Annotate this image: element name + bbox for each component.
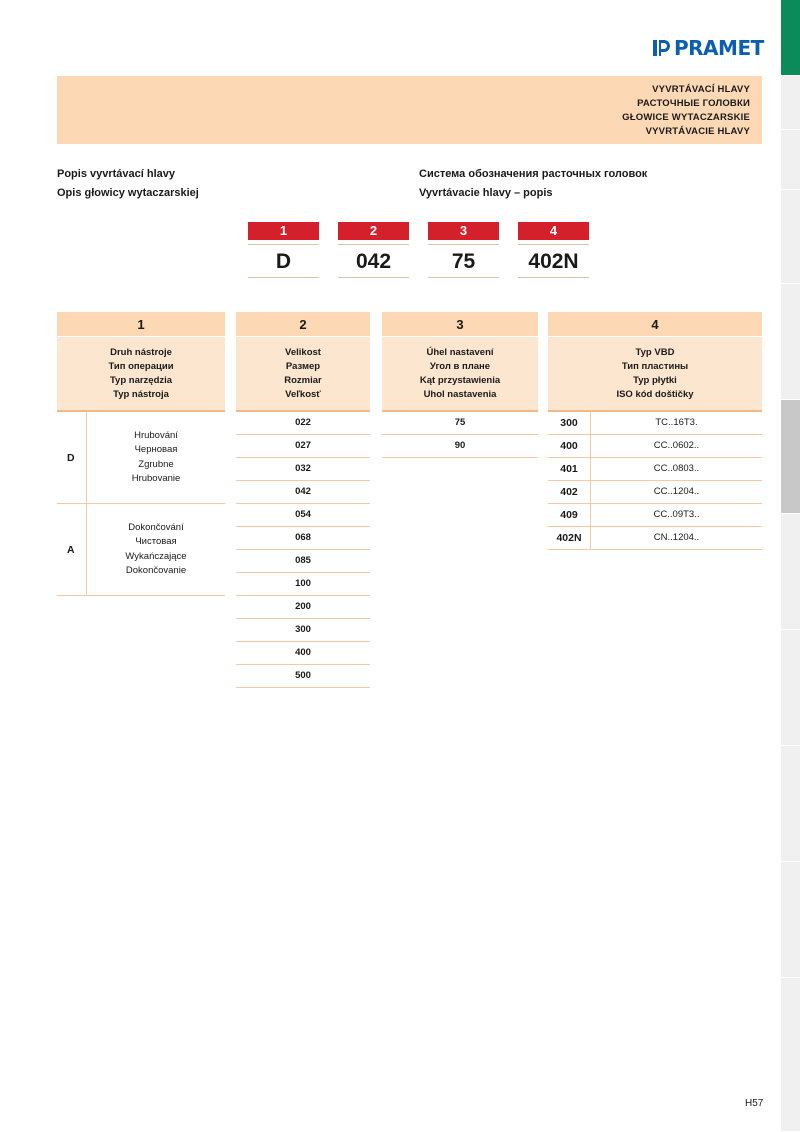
code-number: 1 [248, 222, 319, 240]
size-row: 400 [236, 642, 370, 665]
tool-type-name: Чистовая [135, 536, 177, 547]
description-line: Popis vyvrtávací hlavy [57, 168, 176, 180]
header-line: Velikost [285, 346, 321, 358]
tool-type-code: D [57, 412, 87, 503]
size-row: 042 [236, 481, 370, 504]
tool-type-name: Dokončovanie [125, 565, 187, 576]
column-number: 1 [57, 312, 225, 337]
code-value: 75 [428, 244, 499, 278]
column-tool-type [57, 312, 225, 596]
section-title: РАСТОЧНЫЕ ГОЛОВКИ [637, 98, 750, 109]
header-line: Typ VBD [635, 346, 675, 358]
header-line: Typ nástroja [113, 388, 169, 400]
description-line: Vyvrtávacie hlavy – popis [419, 187, 553, 199]
description-right [419, 165, 647, 203]
section-tab-active [781, 0, 800, 76]
header-line: ISO kód doštičky [616, 388, 694, 400]
insert-row [548, 481, 762, 504]
size-row: 054 [236, 504, 370, 527]
description-line: Opis głowicy wytaczarskiej [57, 187, 199, 199]
tool-type-names [87, 412, 225, 503]
insert-iso: CC..0803.. [653, 463, 700, 474]
header-line: Kąt przystawienia [419, 374, 501, 386]
section-tab [781, 190, 800, 284]
section-title: GŁOWICE WYTACZARSKIE [622, 112, 750, 123]
tool-type-names [87, 504, 225, 595]
tool-type-code: A [57, 504, 87, 595]
code-number: 2 [338, 222, 409, 240]
insert-row [548, 504, 762, 527]
tool-type-name: Черновая [134, 444, 178, 455]
header-line: Typ narzędzia [109, 374, 173, 386]
column-header [57, 337, 225, 412]
section-tab-current [781, 400, 800, 514]
angle-row: 90 [382, 435, 538, 458]
column-number: 3 [382, 312, 538, 337]
tool-type-group [57, 504, 225, 596]
description-left [57, 165, 199, 203]
tool-type-name: Zgrubne [138, 458, 174, 470]
section-titles [622, 83, 750, 139]
insert-code: 409 [548, 504, 591, 526]
code-segment-1 [248, 222, 319, 278]
header-line: Угол в плане [429, 360, 491, 372]
size-row: 068 [236, 527, 370, 550]
section-tab [781, 862, 800, 978]
section-tab [781, 630, 800, 746]
column-size [236, 312, 370, 688]
column-number: 4 [548, 312, 762, 337]
header-line: Veľkosť [285, 388, 321, 400]
section-tab [781, 284, 800, 400]
insert-iso: CC..0602.. [653, 440, 700, 451]
page-number: H57 [745, 1098, 764, 1109]
insert-code: 300 [548, 412, 591, 434]
size-row: 022 [236, 412, 370, 435]
code-number: 4 [518, 222, 589, 240]
size-row: 300 [236, 619, 370, 642]
size-row: 500 [236, 665, 370, 688]
insert-row [548, 458, 762, 481]
header-band [57, 76, 762, 144]
insert-row [548, 435, 762, 458]
code-value: 042 [338, 244, 409, 278]
code-segment-2 [338, 222, 409, 278]
column-header [236, 337, 370, 412]
section-title: VYVRTÁVACÍ HLAVY [652, 84, 750, 95]
header-line: Typ płytki [633, 374, 677, 386]
code-value: D [248, 244, 319, 278]
insert-iso: CC..1204.. [653, 486, 700, 497]
size-row: 085 [236, 550, 370, 573]
description-line: Система обозначения расточных головок [419, 168, 648, 180]
section-tab [781, 130, 800, 190]
tool-type-name: Hrubování [134, 429, 178, 441]
section-tab [781, 746, 800, 862]
pramet-logo [652, 37, 764, 59]
column-number: 2 [236, 312, 370, 337]
header-line: Тип пластины [621, 360, 689, 372]
size-row: 027 [236, 435, 370, 458]
insert-iso: TC..16T3. [655, 417, 698, 428]
code-segment-4 [518, 222, 589, 278]
insert-code: 402 [548, 481, 591, 503]
header-line: Размер [285, 360, 321, 372]
tool-type-name: Hrubovanie [131, 473, 181, 484]
column-header [548, 337, 762, 412]
header-line: Rozmiar [284, 374, 322, 386]
section-tab-strip [781, 0, 800, 1132]
section-title: VYVRTÁVACIE HLAVY [645, 126, 750, 137]
insert-code: 402N [548, 527, 591, 549]
header-line: Úhel nastavení [426, 346, 494, 358]
insert-iso: CN..1204.. [653, 532, 700, 543]
pramet-logo-icon [652, 38, 672, 58]
header-line: Тип операции [108, 360, 174, 372]
insert-code: 401 [548, 458, 591, 480]
column-entering-angle [382, 312, 538, 458]
insert-iso: CC..09T3.. [653, 509, 700, 520]
column-header [382, 337, 538, 412]
tool-type-name: Dokončování [128, 521, 184, 533]
code-segment-3 [428, 222, 499, 278]
column-insert-type [548, 312, 762, 550]
size-row: 032 [236, 458, 370, 481]
tool-type-group [57, 412, 225, 504]
tool-type-name: Wykańczające [125, 550, 187, 562]
size-row: 100 [236, 573, 370, 596]
header-line: Druh nástroje [110, 346, 172, 358]
insert-code: 400 [548, 435, 591, 457]
size-row: 200 [236, 596, 370, 619]
section-tab [781, 76, 800, 130]
code-value: 402N [518, 244, 589, 278]
code-number: 3 [428, 222, 499, 240]
header-line: Uhol nastavenia [423, 388, 497, 400]
section-tab [781, 978, 800, 1132]
angle-row: 75 [382, 412, 538, 435]
insert-row [548, 412, 762, 435]
insert-row [548, 527, 762, 550]
section-tab [781, 514, 800, 630]
brand-name: PRAMET [674, 36, 764, 60]
